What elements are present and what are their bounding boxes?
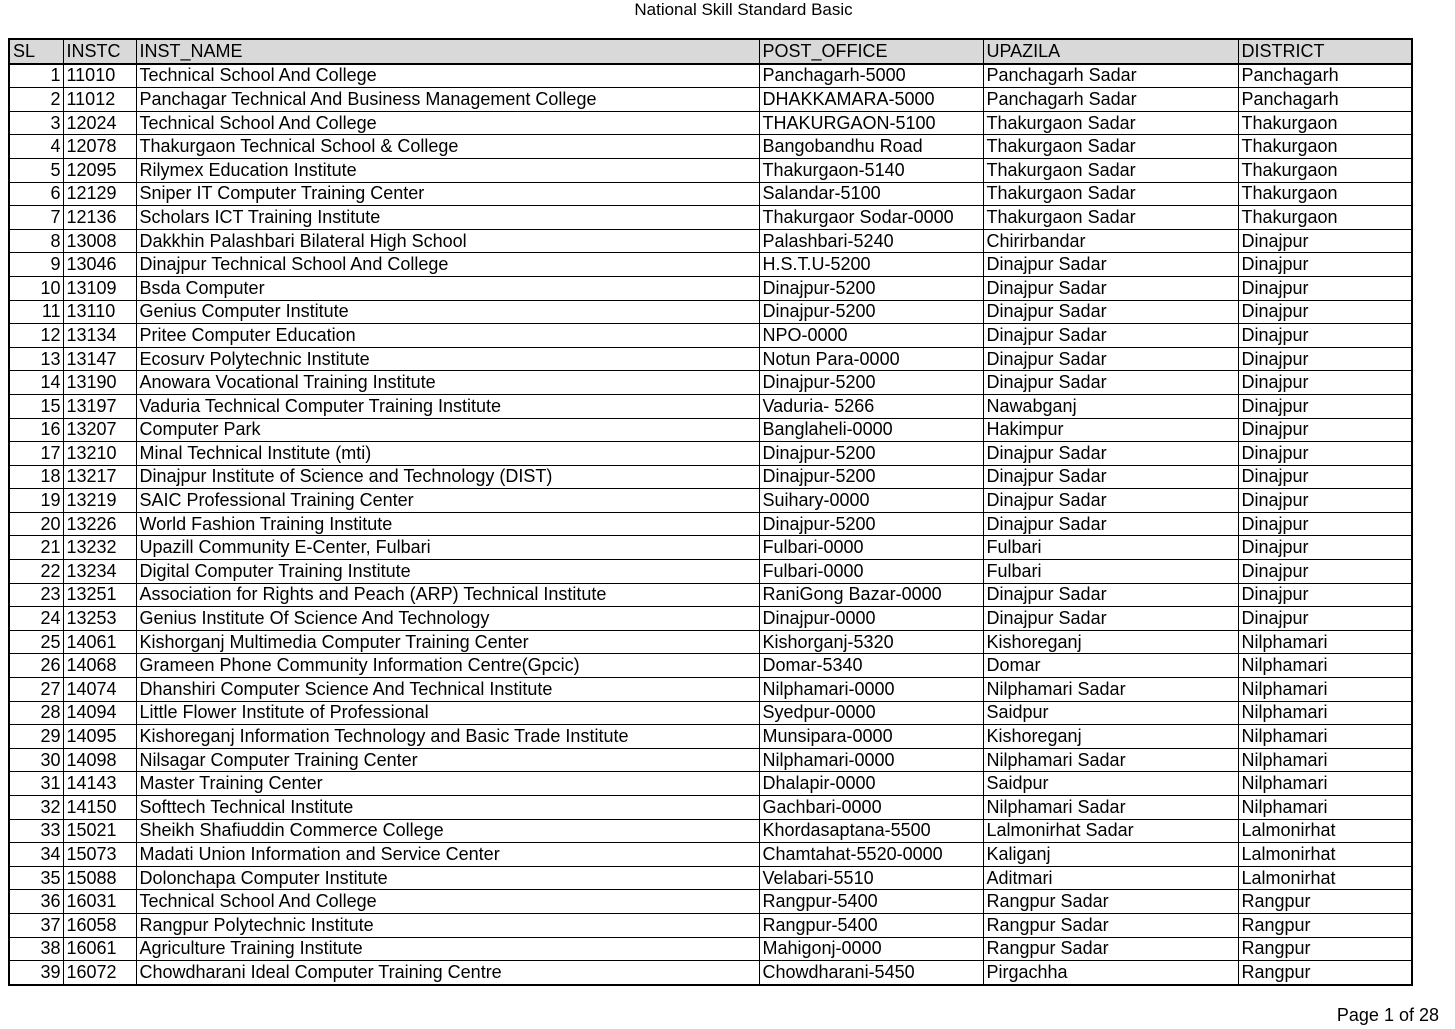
table-row [9, 276, 1412, 300]
cell-sl: 20 [9, 512, 63, 536]
table-row [9, 630, 1412, 654]
cell-upazila: Aditmari [983, 866, 1238, 890]
cell-upazila: Rangpur Sadar [983, 913, 1238, 937]
cell-post-office: Nilphamari-0000 [759, 748, 983, 772]
cell-district: Rangpur [1238, 961, 1412, 985]
cell-sl: 29 [9, 725, 63, 749]
cell-upazila: Dinajpur Sadar [983, 512, 1238, 536]
cell-post-office: Fulbari-0000 [759, 560, 983, 584]
cell-district: Lalmonirhat [1238, 819, 1412, 843]
cell-instc: 14074 [63, 678, 136, 702]
table-body [9, 64, 1412, 985]
cell-instc: 13197 [63, 394, 136, 418]
cell-district: Thakurgaon [1238, 158, 1412, 182]
cell-upazila: Dinajpur Sadar [983, 324, 1238, 348]
cell-inst-name: Kishorganj Multimedia Computer Training Center [136, 630, 759, 654]
cell-district: Dinajpur [1238, 512, 1412, 536]
cell-district: Panchagarh [1238, 88, 1412, 112]
table-row [9, 678, 1412, 702]
cell-inst-name: Agriculture Training Institute [136, 937, 759, 961]
cell-instc: 14150 [63, 796, 136, 820]
column-header-district: DISTRICT [1238, 39, 1412, 64]
cell-inst-name: Kishoreganj Information Technology and Basic Trade Institute [136, 725, 759, 749]
cell-sl: 22 [9, 560, 63, 584]
column-header-post-office: POST_OFFICE [759, 39, 983, 64]
cell-inst-name: World Fashion Training Institute [136, 512, 759, 536]
cell-district: Dinajpur [1238, 324, 1412, 348]
cell-sl: 21 [9, 536, 63, 560]
cell-upazila: Kaliganj [983, 843, 1238, 867]
cell-upazila: Hakimpur [983, 418, 1238, 442]
cell-inst-name: Dhanshiri Computer Science And Technical Institute [136, 678, 759, 702]
cell-inst-name: Dinajpur Technical School And College [136, 253, 759, 277]
table-header-row [9, 39, 1412, 64]
table-row [9, 913, 1412, 937]
cell-district: Dinajpur [1238, 276, 1412, 300]
cell-district: Dinajpur [1238, 394, 1412, 418]
cell-upazila: Dinajpur Sadar [983, 276, 1238, 300]
cell-sl: 26 [9, 654, 63, 678]
page-number: Page 1 of 28 [1336, 1005, 1439, 1025]
cell-post-office: Domar-5340 [759, 654, 983, 678]
cell-inst-name: Genius Institute Of Science And Technology [136, 607, 759, 631]
cell-sl: 24 [9, 607, 63, 631]
cell-inst-name: Digital Computer Training Institute [136, 560, 759, 584]
cell-sl: 8 [9, 229, 63, 253]
cell-inst-name: Dinajpur Institute of Science and Technology (DIST) [136, 465, 759, 489]
cell-sl: 37 [9, 913, 63, 937]
table-row [9, 607, 1412, 631]
cell-inst-name: Nilsagar Computer Training Center [136, 748, 759, 772]
table-row [9, 229, 1412, 253]
cell-inst-name: Sheikh Shafiuddin Commerce College [136, 819, 759, 843]
cell-instc: 16072 [63, 961, 136, 985]
table-row [9, 890, 1412, 914]
table-row [9, 512, 1412, 536]
cell-district: Dinajpur [1238, 536, 1412, 560]
cell-inst-name: Vaduria Technical Computer Training Institute [136, 394, 759, 418]
table-row [9, 937, 1412, 961]
cell-inst-name: Anowara Vocational Training Institute [136, 371, 759, 395]
cell-sl: 35 [9, 866, 63, 890]
cell-inst-name: Little Flower Institute of Professional [136, 701, 759, 725]
cell-post-office: Khordasaptana-5500 [759, 819, 983, 843]
cell-sl: 18 [9, 465, 63, 489]
cell-sl: 9 [9, 253, 63, 277]
table-row [9, 583, 1412, 607]
table-row [9, 465, 1412, 489]
table-row [9, 206, 1412, 230]
cell-post-office: DHAKKAMARA-5000 [759, 88, 983, 112]
cell-post-office: Mahigonj-0000 [759, 937, 983, 961]
cell-post-office: Gachbari-0000 [759, 796, 983, 820]
cell-sl: 6 [9, 182, 63, 206]
cell-inst-name: Technical School And College [136, 890, 759, 914]
cell-district: Thakurgaon [1238, 135, 1412, 159]
cell-sl: 2 [9, 88, 63, 112]
cell-upazila: Kishoreganj [983, 630, 1238, 654]
cell-instc: 13008 [63, 229, 136, 253]
cell-district: Rangpur [1238, 890, 1412, 914]
table-row [9, 371, 1412, 395]
cell-post-office: Dinajpur-5200 [759, 442, 983, 466]
table-row [9, 442, 1412, 466]
cell-sl: 36 [9, 890, 63, 914]
cell-upazila: Chirirbandar [983, 229, 1238, 253]
table-row [9, 394, 1412, 418]
cell-district: Dinajpur [1238, 607, 1412, 631]
cell-instc: 13147 [63, 347, 136, 371]
cell-sl: 10 [9, 276, 63, 300]
table-row [9, 843, 1412, 867]
cell-post-office: Dinajpur-5200 [759, 512, 983, 536]
cell-instc: 13219 [63, 489, 136, 513]
table-row [9, 158, 1412, 182]
cell-district: Thakurgaon [1238, 111, 1412, 135]
cell-upazila: Rangpur Sadar [983, 937, 1238, 961]
table-row [9, 536, 1412, 560]
table-row [9, 654, 1412, 678]
cell-district: Dinajpur [1238, 229, 1412, 253]
cell-upazila: Thakurgaon Sadar [983, 206, 1238, 230]
cell-sl: 31 [9, 772, 63, 796]
cell-inst-name: Computer Park [136, 418, 759, 442]
cell-sl: 39 [9, 961, 63, 985]
cell-inst-name: Technical School And College [136, 111, 759, 135]
cell-sl: 15 [9, 394, 63, 418]
cell-inst-name: Rangpur Polytechnic Institute [136, 913, 759, 937]
cell-district: Nilphamari [1238, 701, 1412, 725]
cell-inst-name: Chowdharani Ideal Computer Training Centre [136, 961, 759, 985]
cell-district: Lalmonirhat [1238, 866, 1412, 890]
cell-instc: 14094 [63, 701, 136, 725]
cell-inst-name: Pritee Computer Education [136, 324, 759, 348]
cell-district: Dinajpur [1238, 418, 1412, 442]
cell-post-office: Thakurgaor Sodar-0000 [759, 206, 983, 230]
cell-inst-name: Master Training Center [136, 772, 759, 796]
cell-post-office: Notun Para-0000 [759, 347, 983, 371]
cell-sl: 1 [9, 64, 63, 88]
cell-sl: 23 [9, 583, 63, 607]
cell-post-office: Salandar-5100 [759, 182, 983, 206]
cell-upazila: Dinajpur Sadar [983, 465, 1238, 489]
table-row [9, 560, 1412, 584]
cell-upazila: Fulbari [983, 560, 1238, 584]
cell-instc: 13234 [63, 560, 136, 584]
cell-inst-name: Panchagar Technical And Business Management College [136, 88, 759, 112]
cell-district: Nilphamari [1238, 725, 1412, 749]
cell-inst-name: Sniper IT Computer Training Center [136, 182, 759, 206]
cell-district: Panchagarh [1238, 64, 1412, 88]
cell-instc: 13226 [63, 512, 136, 536]
cell-district: Dinajpur [1238, 583, 1412, 607]
table-row [9, 418, 1412, 442]
cell-upazila: Saidpur [983, 701, 1238, 725]
cell-sl: 3 [9, 111, 63, 135]
table-row [9, 701, 1412, 725]
cell-instc: 13253 [63, 607, 136, 631]
cell-post-office: Dinajpur-5200 [759, 465, 983, 489]
table-row [9, 135, 1412, 159]
cell-instc: 16058 [63, 913, 136, 937]
cell-upazila: Kishoreganj [983, 725, 1238, 749]
cell-instc: 14098 [63, 748, 136, 772]
cell-instc: 15021 [63, 819, 136, 843]
table-row [9, 324, 1412, 348]
cell-sl: 5 [9, 158, 63, 182]
cell-sl: 11 [9, 300, 63, 324]
cell-inst-name: Grameen Phone Community Information Centre(Gpcic) [136, 654, 759, 678]
cell-post-office: Munsipara-0000 [759, 725, 983, 749]
cell-instc: 13109 [63, 276, 136, 300]
cell-upazila: Thakurgaon Sadar [983, 135, 1238, 159]
cell-post-office: Vaduria- 5266 [759, 394, 983, 418]
cell-district: Dinajpur [1238, 560, 1412, 584]
cell-post-office: Chamtahat-5520-0000 [759, 843, 983, 867]
cell-post-office: Dhalapir-0000 [759, 772, 983, 796]
cell-post-office: Palashbari-5240 [759, 229, 983, 253]
cell-upazila: Lalmonirhat Sadar [983, 819, 1238, 843]
cell-sl: 27 [9, 678, 63, 702]
cell-post-office: Nilphamari-0000 [759, 678, 983, 702]
cell-instc: 13046 [63, 253, 136, 277]
cell-post-office: Rangpur-5400 [759, 890, 983, 914]
cell-post-office: H.S.T.U-5200 [759, 253, 983, 277]
cell-instc: 13217 [63, 465, 136, 489]
cell-sl: 17 [9, 442, 63, 466]
cell-upazila: Dinajpur Sadar [983, 607, 1238, 631]
cell-instc: 13251 [63, 583, 136, 607]
cell-inst-name: Madati Union Information and Service Center [136, 843, 759, 867]
cell-inst-name: SAIC Professional Training Center [136, 489, 759, 513]
table-row [9, 796, 1412, 820]
cell-sl: 14 [9, 371, 63, 395]
table-row [9, 64, 1412, 88]
cell-upazila: Nilphamari Sadar [983, 796, 1238, 820]
cell-district: Nilphamari [1238, 654, 1412, 678]
cell-inst-name: Technical School And College [136, 64, 759, 88]
cell-sl: 32 [9, 796, 63, 820]
column-header-instc: INSTC [63, 39, 136, 64]
cell-post-office: Fulbari-0000 [759, 536, 983, 560]
table-row [9, 772, 1412, 796]
table-row [9, 253, 1412, 277]
cell-district: Dinajpur [1238, 465, 1412, 489]
cell-instc: 13210 [63, 442, 136, 466]
cell-inst-name: Minal Technical Institute (mti) [136, 442, 759, 466]
cell-upazila: Panchagarh Sadar [983, 64, 1238, 88]
table-row [9, 819, 1412, 843]
cell-instc: 14095 [63, 725, 136, 749]
cell-inst-name: Genius Computer Institute [136, 300, 759, 324]
cell-upazila: Dinajpur Sadar [983, 300, 1238, 324]
cell-instc: 12024 [63, 111, 136, 135]
cell-upazila: Fulbari [983, 536, 1238, 560]
cell-district: Nilphamari [1238, 772, 1412, 796]
cell-district: Dinajpur [1238, 371, 1412, 395]
cell-upazila: Nawabganj [983, 394, 1238, 418]
cell-sl: 33 [9, 819, 63, 843]
cell-upazila: Dinajpur Sadar [983, 253, 1238, 277]
cell-instc: 11010 [63, 64, 136, 88]
table-row [9, 347, 1412, 371]
cell-post-office: Thakurgaon-5140 [759, 158, 983, 182]
cell-post-office: Dinajpur-5200 [759, 276, 983, 300]
column-header-sl: SL [9, 39, 63, 64]
cell-instc: 13232 [63, 536, 136, 560]
cell-inst-name: Dakkhin Palashbari Bilateral High School [136, 229, 759, 253]
cell-upazila: Thakurgaon Sadar [983, 111, 1238, 135]
cell-instc: 16031 [63, 890, 136, 914]
cell-upazila: Thakurgaon Sadar [983, 158, 1238, 182]
cell-district: Nilphamari [1238, 678, 1412, 702]
cell-sl: 7 [9, 206, 63, 230]
table-row [9, 866, 1412, 890]
cell-district: Nilphamari [1238, 796, 1412, 820]
table-row [9, 182, 1412, 206]
cell-post-office: Kishorganj-5320 [759, 630, 983, 654]
cell-sl: 30 [9, 748, 63, 772]
cell-instc: 14143 [63, 772, 136, 796]
cell-upazila: Thakurgaon Sadar [983, 182, 1238, 206]
cell-post-office: Chowdharani-5450 [759, 961, 983, 985]
cell-district: Rangpur [1238, 913, 1412, 937]
cell-instc: 15073 [63, 843, 136, 867]
cell-sl: 28 [9, 701, 63, 725]
cell-district: Dinajpur [1238, 442, 1412, 466]
cell-instc: 12078 [63, 135, 136, 159]
cell-sl: 12 [9, 324, 63, 348]
cell-instc: 12095 [63, 158, 136, 182]
cell-district: Thakurgaon [1238, 206, 1412, 230]
cell-upazila: Panchagarh Sadar [983, 88, 1238, 112]
cell-sl: 16 [9, 418, 63, 442]
cell-inst-name: Dolonchapa Computer Institute [136, 866, 759, 890]
cell-sl: 13 [9, 347, 63, 371]
document-title: National Skill Standard Basic [634, 0, 853, 19]
cell-inst-name: Thakurgaon Technical School & College [136, 135, 759, 159]
cell-district: Thakurgaon [1238, 182, 1412, 206]
cell-sl: 34 [9, 843, 63, 867]
table-row [9, 748, 1412, 772]
cell-sl: 25 [9, 630, 63, 654]
cell-instc: 16061 [63, 937, 136, 961]
cell-upazila: Saidpur [983, 772, 1238, 796]
cell-post-office: Rangpur-5400 [759, 913, 983, 937]
cell-inst-name: Association for Rights and Peach (ARP) Technical Institute [136, 583, 759, 607]
cell-upazila: Dinajpur Sadar [983, 489, 1238, 513]
table-row [9, 961, 1412, 985]
cell-instc: 15088 [63, 866, 136, 890]
cell-post-office: Dinajpur-5200 [759, 300, 983, 324]
cell-sl: 19 [9, 489, 63, 513]
cell-post-office: RaniGong Bazar-0000 [759, 583, 983, 607]
cell-district: Dinajpur [1238, 300, 1412, 324]
table-row [9, 725, 1412, 749]
table-row [9, 300, 1412, 324]
cell-upazila: Dinajpur Sadar [983, 347, 1238, 371]
cell-upazila: Domar [983, 654, 1238, 678]
cell-instc: 12129 [63, 182, 136, 206]
cell-post-office: THAKURGAON-5100 [759, 111, 983, 135]
cell-instc: 13207 [63, 418, 136, 442]
cell-upazila: Rangpur Sadar [983, 890, 1238, 914]
cell-instc: 11012 [63, 88, 136, 112]
cell-post-office: Syedpur-0000 [759, 701, 983, 725]
cell-inst-name: Softtech Technical Institute [136, 796, 759, 820]
cell-sl: 38 [9, 937, 63, 961]
cell-instc: 13110 [63, 300, 136, 324]
cell-post-office: Bangobandhu Road [759, 135, 983, 159]
cell-instc: 14068 [63, 654, 136, 678]
column-header-inst-name: INST_NAME [136, 39, 759, 64]
cell-district: Rangpur [1238, 937, 1412, 961]
cell-inst-name: Upazill Community E-Center, Fulbari [136, 536, 759, 560]
cell-district: Lalmonirhat [1238, 843, 1412, 867]
cell-post-office: Velabari-5510 [759, 866, 983, 890]
cell-upazila: Nilphamari Sadar [983, 678, 1238, 702]
cell-upazila: Pirgachha [983, 961, 1238, 985]
cell-district: Nilphamari [1238, 748, 1412, 772]
cell-post-office: Dinajpur-5200 [759, 371, 983, 395]
cell-upazila: Dinajpur Sadar [983, 371, 1238, 395]
cell-post-office: Suihary-0000 [759, 489, 983, 513]
cell-sl: 4 [9, 135, 63, 159]
cell-instc: 12136 [63, 206, 136, 230]
table-row [9, 111, 1412, 135]
cell-district: Dinajpur [1238, 253, 1412, 277]
cell-post-office: Dinajpur-0000 [759, 607, 983, 631]
cell-instc: 13190 [63, 371, 136, 395]
cell-upazila: Nilphamari Sadar [983, 748, 1238, 772]
cell-post-office: Banglaheli-0000 [759, 418, 983, 442]
cell-instc: 13134 [63, 324, 136, 348]
table-row [9, 489, 1412, 513]
column-header-upazila: UPAZILA [983, 39, 1238, 64]
institute-table [8, 38, 1413, 986]
cell-inst-name: Bsda Computer [136, 276, 759, 300]
cell-upazila: Dinajpur Sadar [983, 442, 1238, 466]
cell-inst-name: Rilymex Education Institute [136, 158, 759, 182]
cell-upazila: Dinajpur Sadar [983, 583, 1238, 607]
cell-post-office: NPO-0000 [759, 324, 983, 348]
cell-instc: 14061 [63, 630, 136, 654]
cell-inst-name: Scholars ICT Training Institute [136, 206, 759, 230]
cell-district: Dinajpur [1238, 489, 1412, 513]
cell-district: Nilphamari [1238, 630, 1412, 654]
cell-inst-name: Ecosurv Polytechnic Institute [136, 347, 759, 371]
cell-post-office: Panchagarh-5000 [759, 64, 983, 88]
cell-district: Dinajpur [1238, 347, 1412, 371]
table-row [9, 88, 1412, 112]
